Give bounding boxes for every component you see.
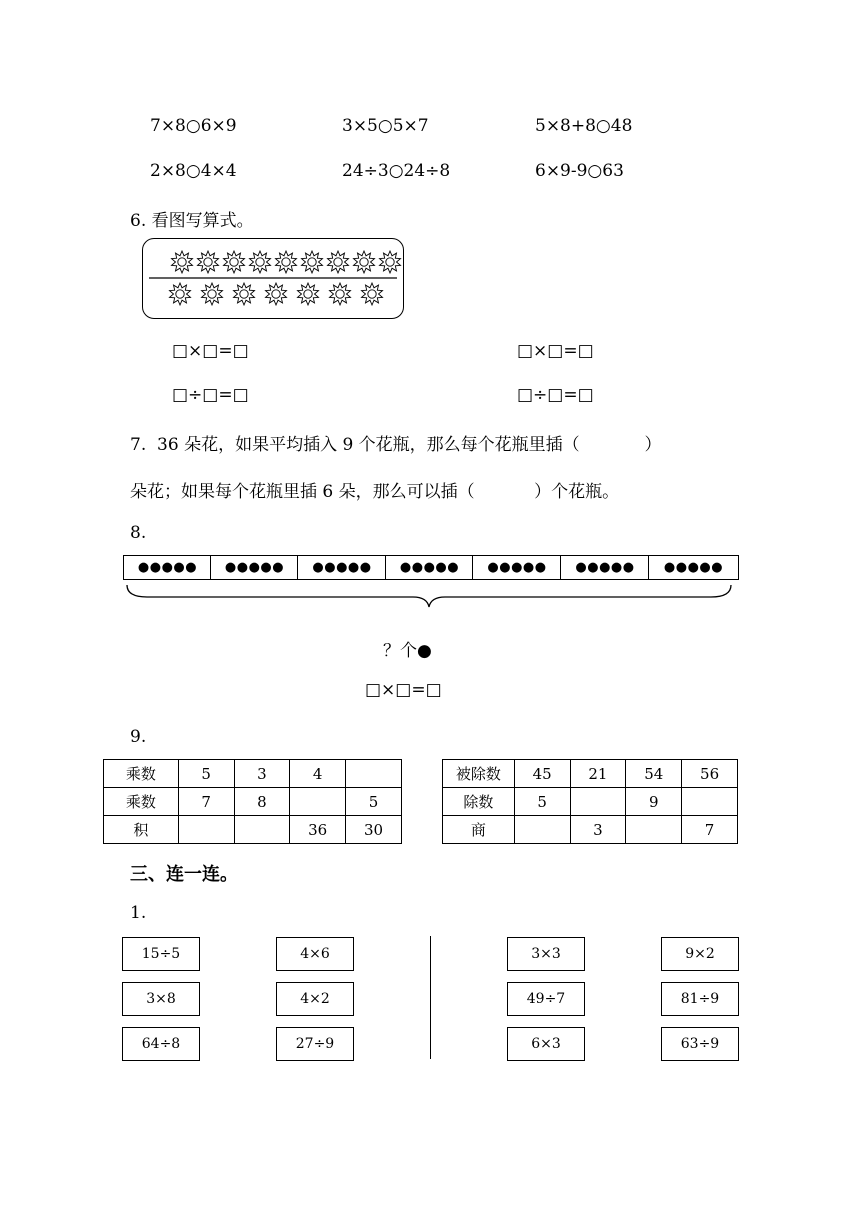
dot-group: ●●●●● (123, 555, 211, 580)
compare-item: 2×8○4×4 (150, 161, 237, 181)
dot-group: ●●●●● (560, 555, 649, 580)
table-cell: 被除数 (443, 760, 515, 788)
sun-icon (266, 283, 287, 305)
dot-group: ●●●●● (648, 555, 739, 580)
sun-icon (234, 283, 255, 305)
expression-card[interactable]: 49÷7 (507, 982, 585, 1016)
question-9-number: 9. (130, 727, 147, 747)
table-cell: 7 (178, 788, 234, 816)
compare-item: 5×8+8○48 (535, 116, 633, 136)
expression-card[interactable]: 3×3 (507, 937, 585, 971)
dot-group: ●●●●● (297, 555, 386, 580)
expression-card[interactable]: 27÷9 (276, 1027, 354, 1061)
question-7-line2: 朵花；如果每个花瓶里插 6 朵，那么可以插（ ）个花瓶。 (130, 482, 620, 502)
table-cell: 7 (682, 816, 738, 844)
question-8-number: 8. (130, 523, 147, 543)
curly-brace (125, 583, 733, 609)
table-cell: 30 (346, 816, 402, 844)
sun-icon (172, 251, 193, 273)
compare-item: 6×9-9○63 (535, 161, 624, 181)
table-cell: 积 (104, 816, 179, 844)
table-cell: 乘数 (104, 760, 179, 788)
table-cell[interactable] (682, 788, 738, 816)
dot-group: ●●●●● (210, 555, 298, 580)
table-cell[interactable] (178, 816, 234, 844)
q6-mul-equation-left: □×□=□ (172, 341, 249, 361)
table-cell[interactable] (234, 816, 290, 844)
question-8-question: ？个● (383, 641, 432, 661)
sun-icon (170, 283, 191, 305)
table-cell: 4 (290, 760, 346, 788)
sun-icon (380, 251, 401, 273)
sun-picture (143, 239, 403, 318)
table-cell: 8 (234, 788, 290, 816)
compare-item: 24÷3○24÷8 (342, 161, 451, 181)
question-7-line1: 7. 36 朵花，如果平均插入 9 个花瓶，那么每个花瓶里插（ ） (130, 435, 662, 455)
table-cell: 5 (514, 788, 570, 816)
table-cell: 9 (626, 788, 682, 816)
table-cell[interactable] (346, 760, 402, 788)
compare-item: 3×5○5×7 (342, 116, 429, 136)
expression-card[interactable]: 64÷8 (122, 1027, 200, 1061)
table-cell: 乘数 (104, 788, 179, 816)
table-cell: 商 (443, 816, 515, 844)
sun-icon (330, 283, 351, 305)
multiplication-table (103, 759, 402, 844)
section-3-number: 1. (130, 903, 147, 923)
table-cell: 36 (290, 816, 346, 844)
q6-div-equation-left: □÷□=□ (172, 385, 249, 405)
table-cell: 54 (626, 760, 682, 788)
sun-icon (250, 251, 271, 273)
expression-card[interactable]: 4×2 (276, 982, 354, 1016)
sun-icon (198, 251, 219, 273)
dot-group: ●●●●● (472, 555, 561, 580)
expression-card[interactable]: 81÷9 (661, 982, 739, 1016)
q6-mul-equation-right: □×□=□ (517, 341, 594, 361)
expression-card[interactable]: 63÷9 (661, 1027, 739, 1061)
question-6-title: 6. 看图写算式。 (130, 211, 254, 231)
q6-div-equation-right: □÷□=□ (517, 385, 594, 405)
expression-card[interactable]: 6×3 (507, 1027, 585, 1061)
expression-card[interactable]: 15÷5 (122, 937, 200, 971)
sun-icon (354, 251, 375, 273)
sun-icon (362, 283, 383, 305)
table-cell[interactable] (626, 816, 682, 844)
table-cell: 56 (682, 760, 738, 788)
division-table (442, 759, 738, 844)
sun-icon (224, 251, 245, 273)
table-cell: 5 (178, 760, 234, 788)
table-cell: 3 (570, 816, 626, 844)
dot-group: ●●●●● (385, 555, 473, 580)
expression-card[interactable]: 9×2 (661, 937, 739, 971)
table-cell: 21 (570, 760, 626, 788)
table-cell[interactable] (290, 788, 346, 816)
table-cell[interactable] (570, 788, 626, 816)
expression-card[interactable]: 3×8 (122, 982, 200, 1016)
compare-item: 7×8○6×9 (150, 116, 237, 136)
question-8-equation: □×□=□ (365, 680, 442, 700)
sun-icon (302, 251, 323, 273)
sun-icon (298, 283, 319, 305)
table-cell: 45 (514, 760, 570, 788)
table-cell[interactable] (514, 816, 570, 844)
sun-icon (328, 251, 349, 273)
vertical-divider (430, 936, 431, 1059)
sun-icon (276, 251, 297, 273)
table-cell: 5 (346, 788, 402, 816)
sun-icon (202, 283, 223, 305)
table-cell: 除数 (443, 788, 515, 816)
expression-card[interactable]: 4×6 (276, 937, 354, 971)
sun-picture-frame (142, 238, 404, 319)
table-cell: 3 (234, 760, 290, 788)
section-3-title: 三、连一连。 (130, 864, 238, 885)
